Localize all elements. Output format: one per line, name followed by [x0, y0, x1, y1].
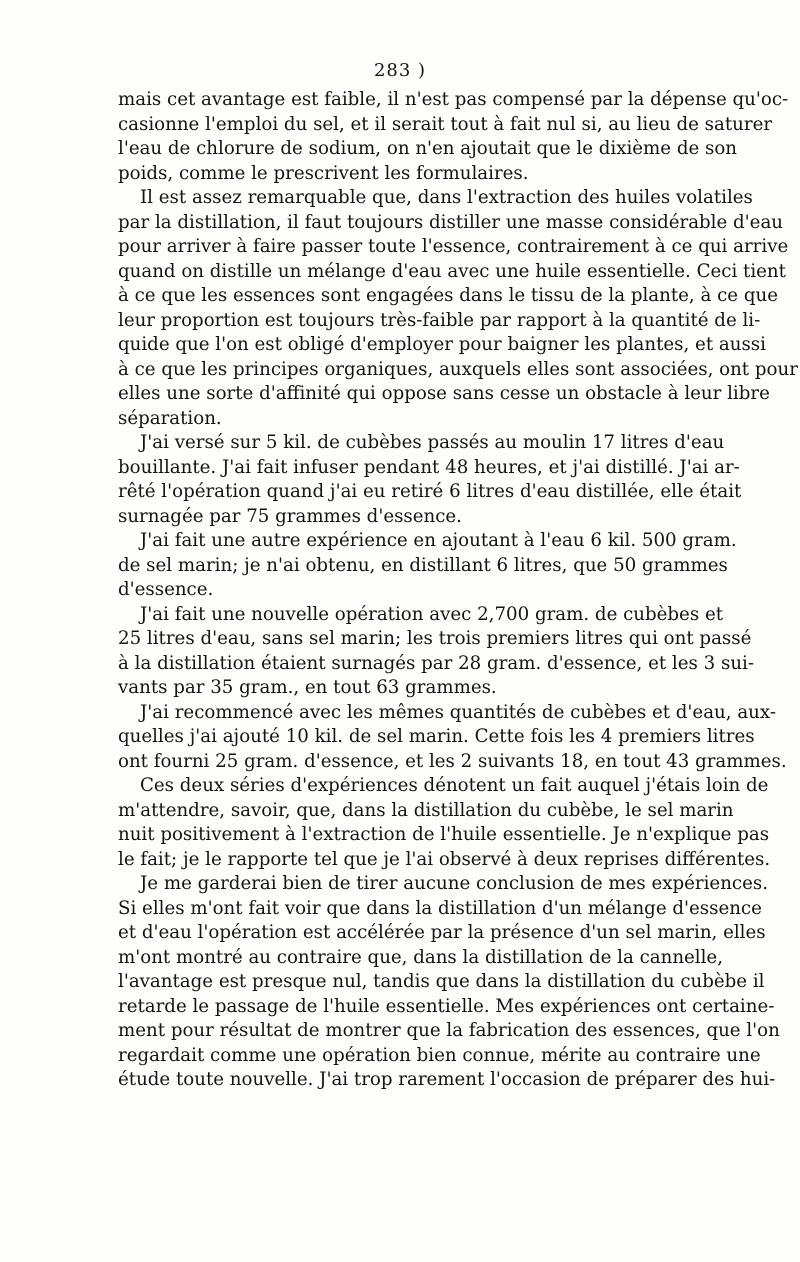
- text-line: rêté l'opération quand j'ai eu retiré 6 litres d'eau distillée, elle était: [118, 481, 742, 502]
- paragraph: [118, 603, 754, 701]
- text-line: à la distillation étaient surnagés par 28 gram. d'essence, et les 3 sui-: [118, 652, 754, 674]
- text-line: l'eau de chlorure de sodium, on n'en ajoutait que le dixième de son: [118, 138, 738, 159]
- text-line: J'ai fait une nouvelle opération avec 2,700 gram. de cubèbes et: [140, 603, 724, 625]
- text-line: casionne l'emploi du sel, et il serait tout à fait nul si, au lieu de saturer: [118, 113, 773, 135]
- text-line: ment pour résultat de montrer que la fabrication des essences, que l'on: [118, 1020, 780, 1041]
- text-line: Si elles m'ont fait voir que dans la distillation d'un mélange d'essence: [118, 897, 762, 919]
- text-line: de sel marin; je n'ai obtenu, en distillant 6 litres, que 50 grammes: [118, 554, 728, 576]
- text-line: vants par 35 gram., en tout 63 grammes.: [118, 677, 497, 698]
- text-line: à ce que les essences sont engagées dans le tissu de la plante, à ce que: [118, 285, 778, 306]
- paragraph: [118, 186, 798, 431]
- text-line: J'ai versé sur 5 kil. de cubèbes passés au moulin 17 litres d'eau: [140, 432, 725, 453]
- text-line: mais cet avantage est faible, il n'est pas compensé par la dépense qu'oc-: [118, 89, 789, 110]
- text-line: Je me garderai bien de tirer aucune conclusion de mes expériences.: [140, 873, 768, 894]
- paragraph: [118, 701, 787, 775]
- text-line: séparation.: [118, 407, 222, 429]
- body-text: [118, 88, 798, 1093]
- text-line: par la distillation, il faut toujours distiller une masse considérable d'eau: [118, 211, 783, 233]
- text-line: à ce que les principes organiques, auxquels elles sont associées, ont pour: [118, 358, 798, 380]
- text-line: quelles j'ai ajouté 10 kil. de sel marin. Cette fois les 4 premiers litres: [118, 726, 755, 747]
- text-line: nuit positivement à l'extraction de l'huile essentielle. Je n'explique pas: [118, 824, 770, 845]
- text-line: m'ont montré au contraire que, dans la distillation de la cannelle,: [118, 946, 723, 968]
- text-line: ont fourni 25 gram. d'essence, et les 2 suivants 18, en tout 43 grammes.: [118, 750, 787, 772]
- text-line: Ces deux séries d'expériences dénotent un fait auquel j'étais loin de: [140, 775, 769, 796]
- text-line: l'avantage est presque nul, tandis que dans la distillation du cubèbe il: [118, 971, 765, 992]
- text-line: m'attendre, savoir, que, dans la distillation du cubèbe, le sel marin: [118, 799, 734, 821]
- text-line: 25 litres d'eau, sans sel marin; les trois premiers litres qui ont passé: [118, 628, 752, 649]
- text-line: poids, comme le prescrivent les formulaires.: [118, 162, 529, 184]
- text-line: étude toute nouvelle. J'ai trop rarement l'occasion de préparer des hui-: [118, 1069, 776, 1090]
- text-line: d'essence.: [118, 579, 214, 600]
- text-line: bouillante. J'ai fait infuser pendant 48 heures, et j'ai distillé. J'ai ar-: [118, 456, 740, 478]
- text-line: elles une sorte d'affinité qui oppose sans cesse un obstacle à leur libre: [118, 383, 770, 404]
- paragraph: [118, 872, 780, 1093]
- text-line: Il est assez remarquable que, dans l'extraction des huiles volatiles: [140, 187, 753, 208]
- text-line: leur proportion est toujours très-faible par rapport à la quantité de li-: [118, 309, 761, 331]
- text-line: retarde le passage de l'huile essentielle. Mes expériences ont certaine-: [118, 995, 775, 1017]
- text-line: pour arriver à faire passer toute l'essence, contrairement à ce qui arrive: [118, 236, 789, 257]
- paragraph: [118, 774, 771, 872]
- text-line: le fait; je le rapporte tel que je l'ai observé à deux reprises différentes.: [118, 848, 771, 870]
- text-line: regardait comme une opération bien connue, mérite au contraire une: [118, 1044, 761, 1066]
- text-line: quand on distille un mélange d'eau avec une huile essentielle. Ceci tient: [118, 260, 786, 282]
- text-line: quide que l'on est obligé d'employer pour baigner les plantes, et aussi: [118, 334, 766, 355]
- paragraph: [118, 529, 737, 603]
- page-number: 283 ): [373, 60, 427, 81]
- text-line: surnagée par 75 grammes d'essence.: [118, 505, 462, 527]
- paragraph: [118, 431, 742, 529]
- paragraph: [118, 88, 789, 186]
- text-line: J'ai fait une autre expérience en ajoutant à l'eau 6 kil. 500 gram.: [140, 530, 737, 551]
- text-line: et d'eau l'opération est accélérée par la présence d'un sel marin, elles: [118, 922, 766, 943]
- text-line: J'ai recommencé avec les mêmes quantités de cubèbes et d'eau, aux-: [140, 701, 776, 723]
